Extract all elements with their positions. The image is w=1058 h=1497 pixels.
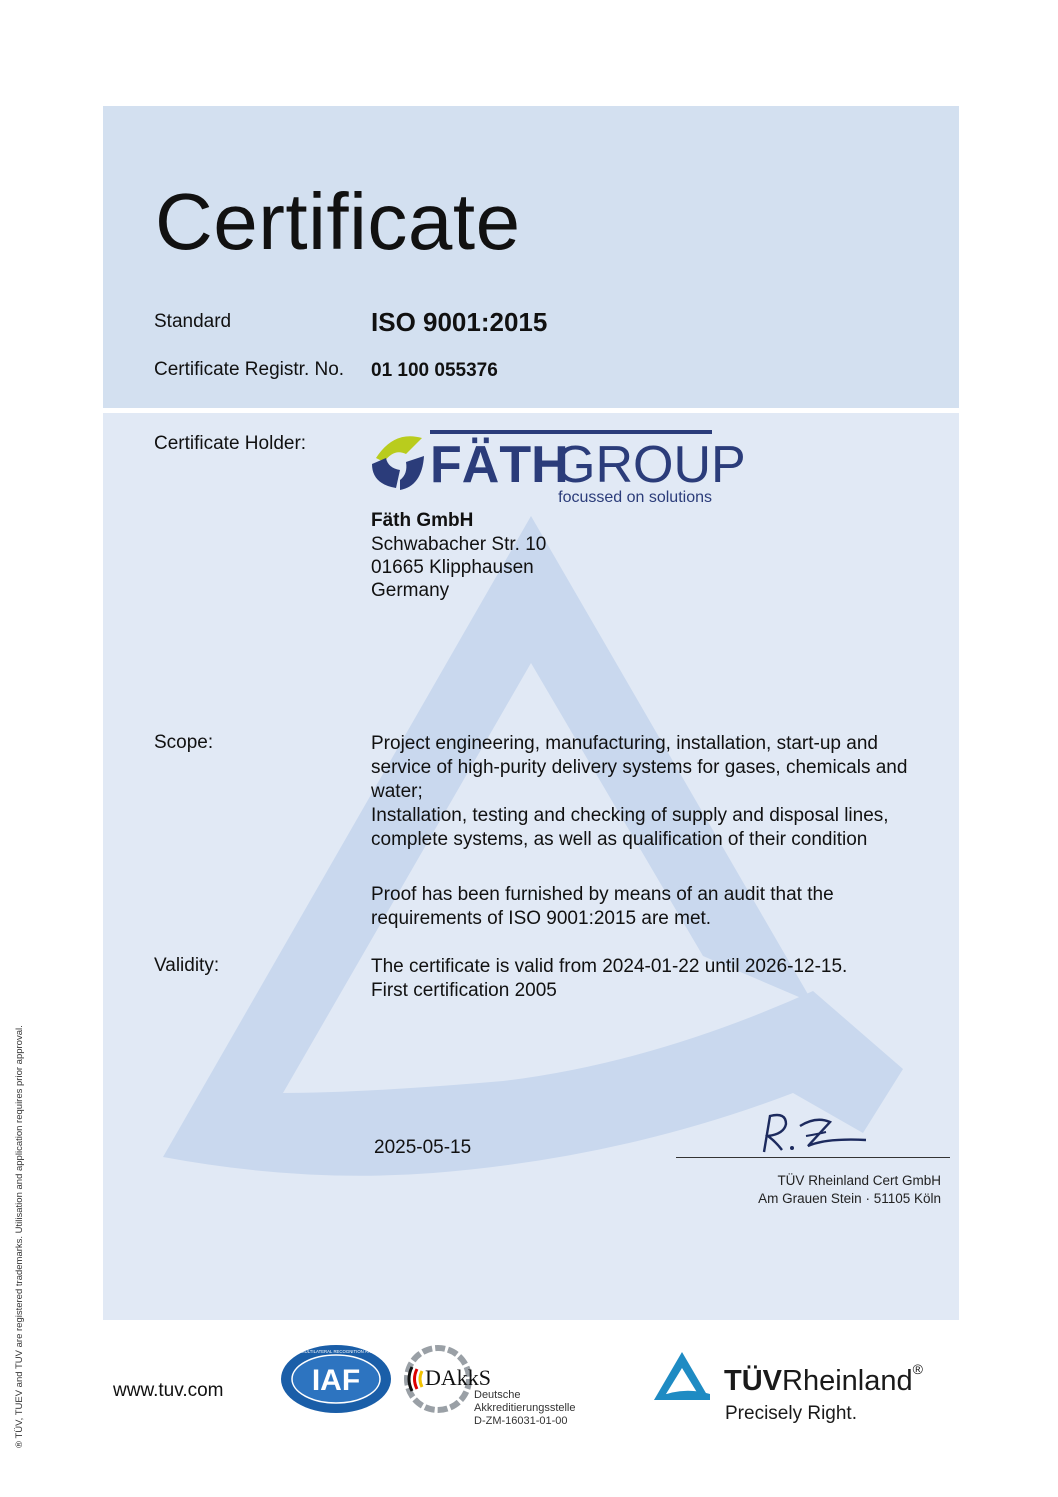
- dakks-name: DAkkS: [425, 1365, 492, 1390]
- tuv-brand-bold: TÜV: [724, 1365, 782, 1397]
- holder-street: Schwabacher Str. 10: [371, 534, 547, 555]
- fath-logo-tagline: focussed on solutions: [558, 489, 712, 506]
- scope-line-3: water;: [371, 781, 423, 802]
- validity-line-2: First certification 2005: [371, 980, 557, 1001]
- signature-icon: [756, 1108, 876, 1158]
- holder-label: Certificate Holder:: [154, 433, 307, 454]
- issuer-block: [758, 1172, 941, 1208]
- holder-company: Fäth GmbH: [371, 510, 474, 531]
- scope-line-1: Project engineering, manufacturing, installation, start-up and: [371, 733, 878, 754]
- tuv-triangle-icon: [652, 1350, 712, 1404]
- iaf-text: IAF: [311, 1364, 361, 1397]
- standard-label: Standard: [154, 311, 232, 332]
- validity-label: Validity:: [154, 955, 220, 976]
- dakks-line-2: Akkreditierungsstelle: [474, 1402, 576, 1414]
- issuer-name: TÜV Rheinland Cert GmbH: [777, 1173, 941, 1188]
- holder-city: 01665 Klipphausen: [371, 557, 534, 578]
- fath-logo-light: GROUP: [555, 436, 746, 494]
- trademark-note-container: [14, 1000, 34, 1448]
- registration-label: Certificate Registr. No.: [154, 359, 345, 380]
- signature-line: [676, 1157, 950, 1158]
- fath-group-logo: [370, 428, 746, 513]
- scope-label: Scope:: [154, 732, 214, 753]
- scope-line-5: complete systems, as well as qualification of their condition: [371, 829, 868, 850]
- iaf-logo: [273, 1343, 399, 1415]
- trademark-note: ® TÜV, TUEV and TUV are registered trademarks. Utilisation and application requires prior approval.: [14, 1025, 25, 1448]
- tuv-brand-light: Rheinland: [782, 1365, 913, 1397]
- dakks-line-3: D-ZM-16031-01-00: [474, 1415, 568, 1427]
- dakks-line-1: Deutsche: [474, 1389, 521, 1401]
- certificate-title: Certificate: [155, 177, 521, 266]
- scope-line-4: Installation, testing and checking of supply and disposal lines,: [371, 805, 889, 826]
- proof-line-1: Proof has been furnished by means of an audit that the: [371, 884, 834, 905]
- holder-country: Germany: [371, 580, 450, 601]
- fath-logo-bold: FÄTH: [430, 436, 569, 494]
- validity-line-1: The certificate is valid from 2024-01-22 until 2026-12-15.: [371, 956, 848, 977]
- fath-logo-icon: [370, 428, 746, 508]
- website-link[interactable]: www.tuv.com: [113, 1380, 224, 1401]
- tuv-slogan: Precisely Right.: [725, 1403, 857, 1424]
- iaf-ring-text: MEMBER OF MULTILATERAL RECOGNITION ARRANGEMENT: [273, 1349, 399, 1354]
- proof-line-2: requirements of ISO 9001:2015 are met.: [371, 908, 712, 929]
- registered-mark: ®: [912, 1361, 923, 1377]
- standard-value: ISO 9001:2015: [371, 307, 548, 337]
- tuv-brand: [724, 1361, 923, 1398]
- scope-line-2: service of high-purity delivery systems for gases, chemicals and: [371, 757, 908, 778]
- issue-date: 2025-05-15: [374, 1137, 472, 1158]
- registration-value: 01 100 055376: [371, 360, 498, 381]
- issuer-address: Am Grauen Stein · 51105 Köln: [758, 1191, 941, 1206]
